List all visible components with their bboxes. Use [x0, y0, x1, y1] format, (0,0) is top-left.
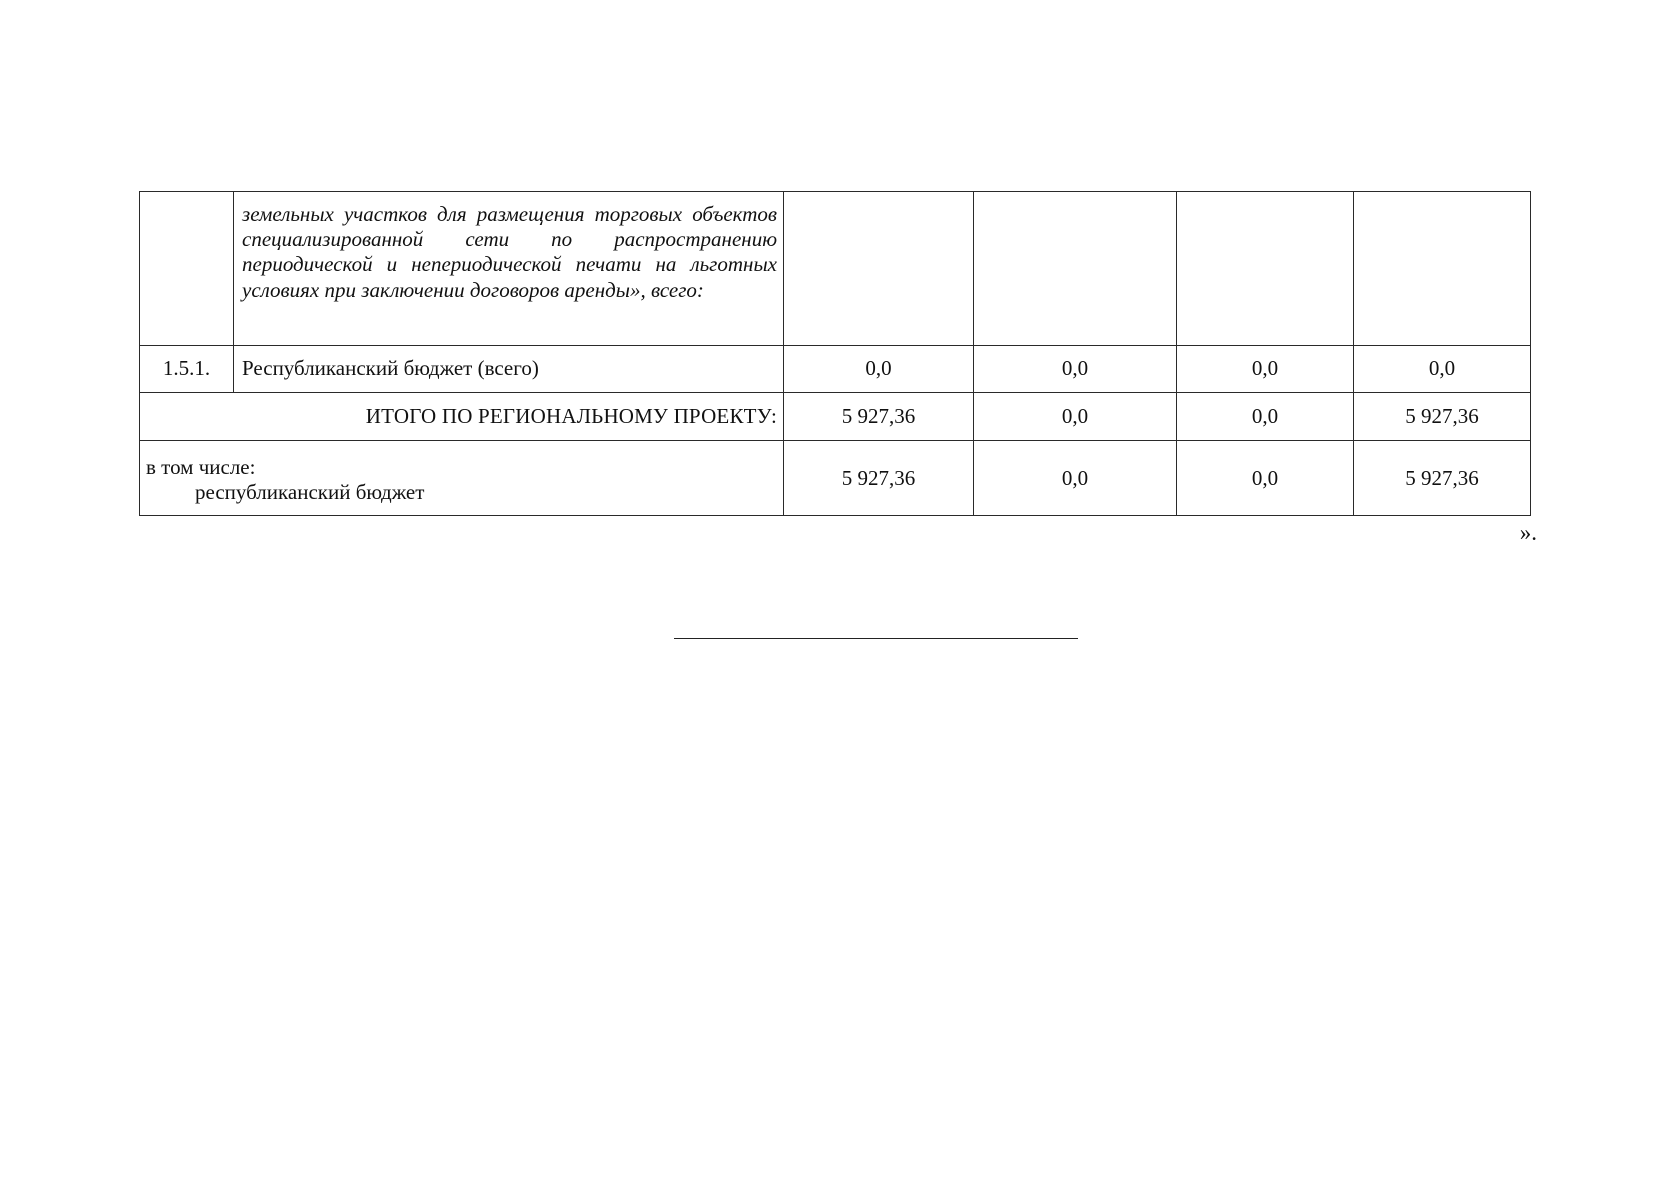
- republican-budget-label: республиканский бюджет: [195, 480, 425, 505]
- value-cell: [784, 192, 974, 346]
- closing-quote: ».: [1519, 520, 1537, 545]
- including-label-cell: [140, 441, 784, 516]
- value-cell: 0,0: [974, 441, 1177, 516]
- value-cell: [974, 192, 1177, 346]
- value-cell: 0,0: [974, 393, 1177, 441]
- row-label: Республиканский бюджет (всего): [234, 346, 784, 393]
- value-cell: 5 927,36: [784, 393, 974, 441]
- separator-line: [674, 638, 1078, 639]
- table-row-including: [140, 441, 1531, 516]
- value-cell: 0,0: [1354, 346, 1531, 393]
- value-cell: 5 927,36: [1354, 441, 1531, 516]
- value-cell: 0,0: [974, 346, 1177, 393]
- value-cell: 0,0: [784, 346, 974, 393]
- table-row-description: [140, 192, 1531, 346]
- value-cell: 5 927,36: [784, 441, 974, 516]
- value-cell: 0,0: [1177, 393, 1354, 441]
- row-number-cell: [140, 192, 234, 346]
- value-cell: 0,0: [1177, 346, 1354, 393]
- value-cell: [1354, 192, 1531, 346]
- total-label: ИТОГО ПО РЕГИОНАЛЬНОМУ ПРОЕКТУ:: [140, 393, 784, 441]
- value-cell: 0,0: [1177, 441, 1354, 516]
- including-label: в том числе:: [146, 455, 256, 479]
- value-cell: [1177, 192, 1354, 346]
- table-row-1-5-1: [140, 346, 1531, 393]
- table-row-total: [140, 393, 1531, 441]
- measure-description: земельных участков для размещения торговых объектов специализированной сети по распространению периодической и непериодической печати на льготных условиях при заключении договоров аренды», всего:: [234, 192, 784, 346]
- row-number-cell: 1.5.1.: [140, 346, 234, 393]
- value-cell: 5 927,36: [1354, 393, 1531, 441]
- budget-table: [139, 191, 1531, 516]
